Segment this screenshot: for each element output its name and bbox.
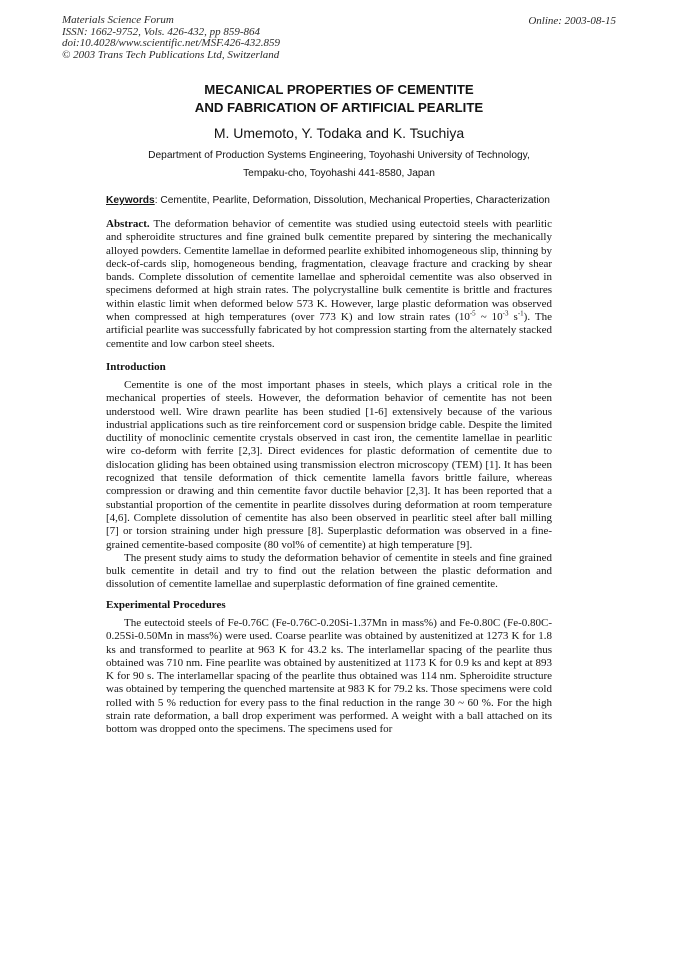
- introduction-section: [106, 379, 552, 592]
- abstract-label: Abstract.: [106, 218, 150, 230]
- abstract-sup-3: -1: [517, 309, 524, 318]
- copyright-line: © 2003 Trans Tech Publications Ltd, Switzerland: [62, 48, 280, 61]
- journal-name: Materials Science Forum: [62, 14, 174, 26]
- introduction-paragraph-1: Cementite is one of the most important phases in steels, which plays a critical role in the mechanical properties of steels. However, the deformation behavior of cementite has not been understood well. Wire drawn pearlite has been studied [1-6] extensively because of the various industrial applications such as tire reinforcement cord or suspension bridge cable. Despite the limited ductility of monoclinic cementite crystals observed in cast iron, the cementite lamellae in pearlitic wire co-deform with ferrite [2,3]. Direct evidences for plastic deformation of cementite due to dislocation gliding has been obtained using transmission electron microscopy (TEM) [1]. It has been recognized that tensile deformation of thick cementite lamella favors brittle failure, whereas compression or drawing and thin cementite favor ductile behavior [2,3]. It has been reported that a substantial proportion of the cementite in pearlite dissolves during deformation at room temperature [4,6]. Complete dissolution of cementite has also been observed in pearlitic steel after ball milling [7] or torsion straining under high pressure [8]. Superplastic deformation was observed in a fine-grained cementite-based composite (80 vol% of cementite) at high temperature [9].: [106, 379, 552, 551]
- introduction-heading: Introduction: [106, 361, 166, 373]
- abstract-sup-1: -5: [469, 309, 476, 318]
- journal-header: [62, 15, 280, 61]
- paper-title-line-1: MECANICAL PROPERTIES OF CEMENTITE: [204, 82, 474, 97]
- abstract-section: [106, 218, 552, 351]
- abstract-text: The deformation behavior of cementite was studied using eutectoid steels with pearlitic and spheroidite structures and fine grained bulk cementite prepared by sintering the mechanically alloyed powders. Cementite lamellae in deformed pearlite exhibited inhomogeneous slip, thinning by deck-of-cards slip, homogeneous bending, fragmentation, cleavage fracture and cracking by shear bands. Complete dissolution of cementite lamellae and spheroidal cementite was also observed in specimens deformed at high strain rates. The polycrystalline bulk cementite is brittle and fractures within elastic limit when deformed below 573 K. However, large plastic deformation was observed when compressed at high temperatures (over 773 K) and low strain rates (10: [106, 218, 552, 324]
- experimental-heading: Experimental Procedures: [106, 599, 226, 611]
- abstract-mid: ~ 10: [475, 311, 503, 324]
- experimental-section: [106, 617, 552, 737]
- experimental-paragraph-1: The eutectoid steels of Fe-0.76C (Fe-0.76C-0.20Si-1.37Mn in mass%) and Fe-0.80C (Fe-0.80C-0.25Si-0.50Mn in mass%) were used. Coarse pearlite was obtained by austenitized at 1273 K for 1.8 ks and transformed to pearlite at 963 K for 43.2 ks. The interlamellar spacing of the pearlite thus obtained was 710 nm. Fine pearlite was obtained by austenitized at 1173 K for 0.9 ks and kept at 893 K for 90 s. The interlamellar spacing of the pearlite thus obtained was 114 nm. Spheroidite structure was obtained by tempering the quenched martensite at 983 K for 79.2 ks. Those specimens were cold rolled with 5 % reduction for every pass to the final reduction in the range 30 ~ 60 %. For the high strain rate deformation, a ball drop experiment was performed. A weight with a ball attached on its bottom was dropped onto the specimens. The specimens used for: [106, 617, 552, 736]
- keywords-label: Keywords: [106, 195, 155, 206]
- paper-title-line-2: AND FABRICATION OF ARTIFICIAL PEARLITE: [194, 100, 484, 115]
- keywords-line: [106, 195, 566, 206]
- affiliation-line-1: Department of Production Systems Engineering, Toyohashi University of Technology,: [148, 150, 530, 161]
- online-date: Online: 2003-08-15: [528, 15, 616, 27]
- introduction-paragraph-2: The present study aims to study the deformation behavior of cementite in steels and fine grained bulk cementite in detail and try to find out the relation between the plastic deformation and dissolution of cementite lamellae and superplastic deformation of fine grained cementite.: [106, 551, 552, 591]
- abstract-text-end: ). The artificial pearlite was successfully fabricated by hot compression starting from the alternately stacked cementite and low carbon steel sheets.: [106, 311, 553, 350]
- affiliation-line-2: Tempaku-cho, Toyohashi 441-8580, Japan: [243, 168, 435, 179]
- doi-line: doi:10.4028/www.scientific.net/MSF.426-432.859: [62, 37, 281, 50]
- author-list: M. Umemoto, Y. Todaka and K. Tsuchiya: [213, 125, 465, 141]
- keywords-text: : Cementite, Pearlite, Deformation, Dissolution, Mechanical Properties, Characterization: [154, 195, 550, 206]
- abstract-mid-2: s: [508, 311, 518, 324]
- abstract-sup-2: -3: [502, 309, 509, 318]
- issn-line: ISSN: 1662-9752, Vols. 426-432, pp 859-864: [62, 25, 260, 38]
